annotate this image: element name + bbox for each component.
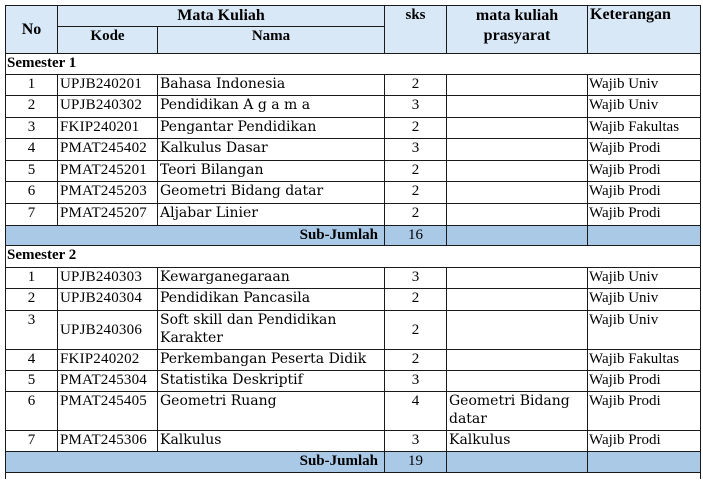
table-row	[6, 118, 701, 139]
row-prasyarat	[447, 161, 588, 182]
row-nama: Geometri Ruang	[158, 392, 385, 431]
row-prasyarat	[447, 350, 588, 371]
table-row	[6, 182, 701, 204]
subtotal-empty	[447, 452, 588, 473]
subtotal-row	[6, 452, 701, 473]
row-keterangan: Wajib Prodi	[588, 371, 701, 392]
semester-2-title: Semester 2	[6, 246, 701, 268]
row-nama: Kalkulus	[158, 431, 385, 452]
row-keterangan: Wajib Prodi	[588, 204, 701, 226]
row-sks: 3	[385, 371, 447, 392]
table-row	[6, 431, 701, 452]
row-nama: Statistika Deskriptif	[158, 371, 385, 392]
row-no: 5	[6, 371, 58, 392]
row-keterangan: Wajib Fakultas	[588, 118, 701, 139]
table-row	[6, 289, 701, 311]
row-kode: PMAT245306	[58, 431, 158, 452]
header-kode: Kode	[58, 27, 158, 54]
row-prasyarat	[447, 118, 588, 139]
row-sks: 2	[385, 204, 447, 226]
row-kode: UPJB240304	[58, 289, 158, 311]
row-keterangan: Wajib Prodi	[588, 161, 701, 182]
header-nama: Nama	[158, 27, 385, 54]
table-row	[6, 96, 701, 118]
row-keterangan: Wajib Prodi	[588, 139, 701, 161]
subtotal-empty	[588, 452, 701, 473]
table-row	[6, 268, 701, 289]
row-kode: PMAT245405	[58, 392, 158, 431]
row-sks: 2	[385, 311, 447, 350]
row-keterangan: Wajib Prodi	[588, 392, 701, 431]
row-prasyarat	[447, 182, 588, 204]
row-no: 6	[6, 182, 58, 204]
table-row	[6, 392, 701, 431]
row-sks: 2	[385, 350, 447, 371]
subtotal-value: 16	[385, 226, 447, 246]
row-keterangan: Wajib Univ	[588, 268, 701, 289]
row-keterangan: Wajib Prodi	[588, 431, 701, 452]
row-kode: PMAT245304	[58, 371, 158, 392]
subtotal-row	[6, 226, 701, 246]
row-sks: 3	[385, 139, 447, 161]
row-nama: Pengantar Pendidikan	[158, 118, 385, 139]
row-nama: Aljabar Linier	[158, 204, 385, 226]
row-no: 2	[6, 96, 58, 118]
row-no: 3	[6, 311, 58, 350]
semester-1-title: Semester 1	[6, 54, 701, 75]
subtotal-label: Sub-Jumlah	[6, 226, 385, 246]
header-sks: sks	[385, 6, 447, 54]
table-row	[6, 161, 701, 182]
row-nama: Teori Bilangan	[158, 161, 385, 182]
row-no: 4	[6, 139, 58, 161]
subtotal-empty	[588, 226, 701, 246]
row-no: 1	[6, 268, 58, 289]
subtotal-empty	[447, 226, 588, 246]
row-kode: PMAT245402	[58, 139, 158, 161]
row-no: 3	[6, 118, 58, 139]
row-prasyarat	[447, 139, 588, 161]
table-row	[6, 311, 701, 350]
row-prasyarat: Geometri Bidang datar	[447, 392, 588, 431]
row-no: 6	[6, 392, 58, 431]
table-row	[6, 75, 701, 96]
row-nama: Geometri Bidang datar	[158, 182, 385, 204]
header-no: No	[6, 6, 58, 54]
row-keterangan: Wajib Univ	[588, 96, 701, 118]
header-mata-kuliah: Mata Kuliah	[58, 6, 385, 27]
row-sks: 4	[385, 392, 447, 431]
row-keterangan: Wajib Prodi	[588, 182, 701, 204]
row-prasyarat	[447, 371, 588, 392]
row-prasyarat	[447, 96, 588, 118]
row-sks: 2	[385, 75, 447, 96]
row-sks: 2	[385, 161, 447, 182]
row-nama: Kewarganegaraan	[158, 268, 385, 289]
row-no: 2	[6, 289, 58, 311]
row-nama: Bahasa Indonesia	[158, 75, 385, 96]
row-kode: UPJB240303	[58, 268, 158, 289]
row-nama: Kalkulus Dasar	[158, 139, 385, 161]
subtotal-label: Sub-Jumlah	[6, 452, 385, 473]
header-keterangan: Keterangan	[588, 6, 701, 54]
row-no: 7	[6, 204, 58, 226]
row-keterangan: Wajib Univ	[588, 311, 701, 350]
table-trailing-row	[6, 473, 701, 479]
row-kode: UPJB240302	[58, 96, 158, 118]
table-row	[6, 139, 701, 161]
row-nama: Soft skill dan Pendidikan Karakter	[158, 311, 385, 350]
row-prasyarat: Kalkulus	[447, 431, 588, 452]
row-kode: PMAT245201	[58, 161, 158, 182]
row-kode: PMAT245203	[58, 182, 158, 204]
row-sks: 2	[385, 182, 447, 204]
row-prasyarat	[447, 75, 588, 96]
row-keterangan: Wajib Fakultas	[588, 350, 701, 371]
subtotal-value: 19	[385, 452, 447, 473]
row-sks: 2	[385, 118, 447, 139]
row-sks: 3	[385, 96, 447, 118]
row-no: 4	[6, 350, 58, 371]
row-keterangan: Wajib Univ	[588, 289, 701, 311]
row-kode: UPJB240201	[58, 75, 158, 96]
curriculum-table	[5, 5, 701, 479]
row-kode: PMAT245207	[58, 204, 158, 226]
row-nama: Pendidikan A g a m a	[158, 96, 385, 118]
row-kode: FKIP240202	[58, 350, 158, 371]
row-nama: Perkembangan Peserta Didik	[158, 350, 385, 371]
row-sks: 3	[385, 268, 447, 289]
row-sks: 2	[385, 289, 447, 311]
row-no: 7	[6, 431, 58, 452]
row-no: 1	[6, 75, 58, 96]
row-prasyarat	[447, 289, 588, 311]
row-kode: FKIP240201	[58, 118, 158, 139]
table-row	[6, 204, 701, 226]
table-row	[6, 350, 701, 371]
row-prasyarat	[447, 204, 588, 226]
header-prasyarat: mata kuliah prasyarat	[447, 6, 588, 54]
row-kode: UPJB240306	[58, 311, 158, 350]
table-row	[6, 371, 701, 392]
row-prasyarat	[447, 268, 588, 289]
row-keterangan: Wajib Univ	[588, 75, 701, 96]
row-sks: 3	[385, 431, 447, 452]
row-nama: Pendidikan Pancasila	[158, 289, 385, 311]
row-no: 5	[6, 161, 58, 182]
row-prasyarat	[447, 311, 588, 350]
